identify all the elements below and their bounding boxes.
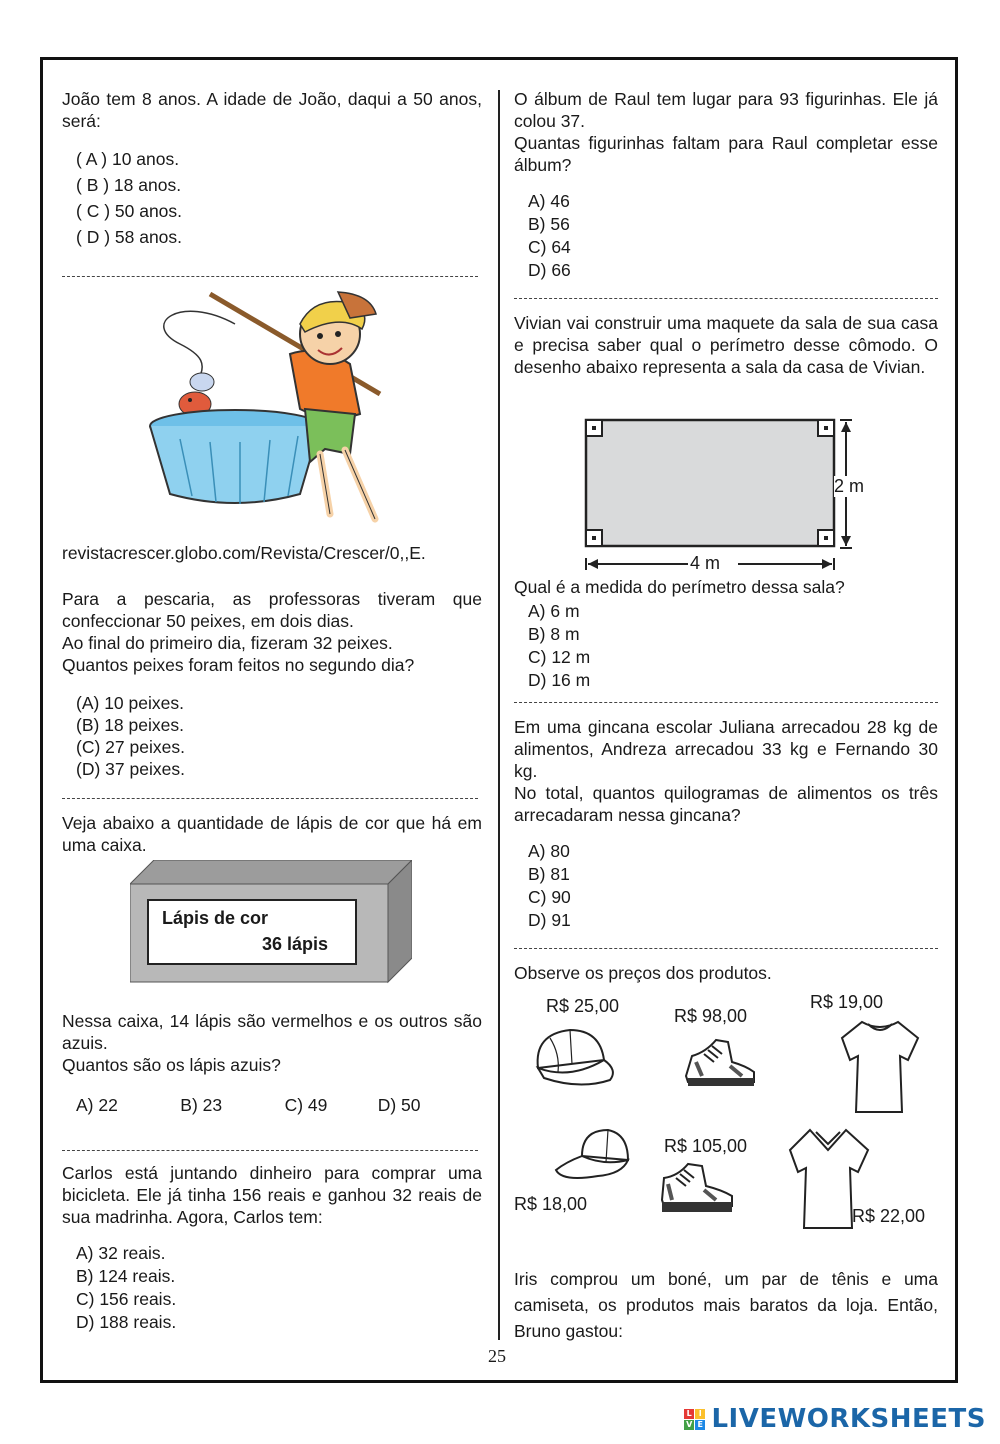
- separator: [62, 276, 478, 277]
- question-album: [514, 88, 938, 282]
- question-text: No total, quantos quilogramas de alimentos os três arrecadaram nessa gincana?: [514, 783, 938, 825]
- question-text: Para a pescaria, as professoras tiveram que confeccionar 50 peixes, em dois dias.: [62, 589, 482, 631]
- price-cap-1: R$ 25,00: [546, 996, 620, 1016]
- answer-options: [76, 1242, 482, 1334]
- answer-option[interactable]: ( A ) 10 anos.: [76, 149, 180, 169]
- question-products: [514, 962, 938, 984]
- separator: [62, 1150, 478, 1151]
- question-text: João tem 8 anos. A idade de João, daqui a 50 anos, será:: [62, 89, 482, 131]
- tshirt-icon: [840, 1016, 920, 1116]
- answer-option[interactable]: (B) 18 peixes.: [76, 715, 184, 735]
- separator: [514, 948, 938, 949]
- answer-option[interactable]: ( C ) 50 anos.: [76, 201, 183, 221]
- answer-options: [528, 600, 938, 692]
- answer-option[interactable]: C) 64: [528, 237, 571, 257]
- boy-fishing-illustration: [140, 284, 400, 538]
- separator: [514, 702, 938, 703]
- answer-option[interactable]: A) 32 reais.: [76, 1243, 166, 1263]
- question-text: Quantos são os lápis azuis?: [62, 1055, 281, 1075]
- question-text: Quantas figurinhas faltam para Raul completar esse álbum?: [514, 133, 938, 175]
- question-text: Nessa caixa, 14 lápis são vermelhos e os outros são azuis.: [62, 1011, 482, 1053]
- answer-option[interactable]: D) 66: [528, 260, 571, 280]
- answer-options: [528, 840, 938, 932]
- answer-option[interactable]: C) 12 m: [528, 647, 591, 667]
- question-vivian: [514, 312, 938, 378]
- column-divider: [498, 90, 500, 1340]
- cap-icon: [530, 1024, 620, 1090]
- brand-logo-icon: L I V E: [684, 1409, 705, 1430]
- answer-option[interactable]: (A) 10 peixes.: [76, 693, 184, 713]
- box-count: 36 lápis: [262, 934, 329, 954]
- answer-option[interactable]: (D) 37 peixes.: [76, 759, 185, 779]
- question-gincana: [514, 716, 938, 932]
- answer-options: [76, 146, 482, 250]
- sneakers-icon-2: [658, 1160, 738, 1218]
- answer-options: [76, 692, 482, 780]
- price-shirt-1: R$ 19,00: [810, 992, 884, 1012]
- question-text: Vivian vai construir uma maquete da sala de sua casa e precisa saber qual o perímetro desse cômodo. O desenho abaixo representa a sala da casa de Vivian.: [514, 313, 938, 377]
- answer-option[interactable]: A) 6 m: [528, 601, 580, 621]
- question-text: Iris comprou um boné, um par de tênis e uma camiseta, os produtos mais baratos da loja. Então, Bruno gastou:: [514, 1269, 938, 1341]
- liveworksheets-logo[interactable]: [684, 1404, 986, 1434]
- answer-option[interactable]: D) 50: [377, 1095, 421, 1115]
- cap-icon-2: [552, 1126, 632, 1188]
- brand-name: LIVEWORKSHEETS: [711, 1404, 986, 1434]
- question-vivian-ask: [514, 576, 938, 692]
- vneck-shirt-icon: [788, 1124, 870, 1232]
- separator: [62, 798, 478, 799]
- sneakers-icon: [682, 1032, 762, 1090]
- height-label: 2 m: [834, 476, 865, 496]
- answer-option[interactable]: B) 8 m: [528, 624, 580, 644]
- price-shoes-2: R$ 105,00: [664, 1136, 748, 1156]
- question-text: Observe os preços dos produtos.: [514, 963, 772, 983]
- answer-option[interactable]: A) 46: [528, 191, 570, 211]
- image-caption: revistacrescer.globo.com/Revista/Crescer/0,,E.: [62, 543, 426, 563]
- box-title: Lápis de cor: [162, 908, 269, 928]
- question-products-ask: [514, 1266, 938, 1344]
- question-text: O álbum de Raul tem lugar para 93 figurinhas. Ele já colou 37.: [514, 89, 938, 131]
- question-text: Qual é a medida do perímetro dessa sala?: [514, 577, 845, 597]
- answer-option[interactable]: (C) 27 peixes.: [76, 737, 185, 757]
- answer-option[interactable]: C) 49: [284, 1095, 328, 1115]
- question-fishing: [62, 542, 482, 780]
- answer-option[interactable]: A) 22: [76, 1095, 118, 1115]
- price-shoes-1: R$ 98,00: [674, 1006, 748, 1026]
- answer-option[interactable]: ( B ) 18 anos.: [76, 175, 182, 195]
- width-label: 4 m: [690, 553, 721, 573]
- answer-option[interactable]: ( D ) 58 anos.: [76, 227, 183, 247]
- answer-option[interactable]: C) 90: [528, 887, 571, 907]
- answer-option[interactable]: B) 23: [180, 1095, 223, 1115]
- answer-option[interactable]: D) 16 m: [528, 670, 591, 690]
- answer-option[interactable]: B) 56: [528, 214, 570, 234]
- answer-option[interactable]: B) 81: [528, 864, 570, 884]
- question-pencils: [62, 812, 482, 856]
- answer-options: [528, 190, 938, 282]
- page-number: 25: [488, 1346, 506, 1366]
- answer-options: [76, 1094, 482, 1116]
- question-joao: [62, 88, 482, 250]
- question-text: Veja abaixo a quantidade de lápis de cor que há em uma caixa.: [62, 813, 482, 855]
- answer-option[interactable]: C) 156 reais.: [76, 1289, 177, 1309]
- answer-option[interactable]: D) 91: [528, 910, 571, 930]
- price-shirt-2: R$ 22,00: [852, 1206, 926, 1226]
- answer-option[interactable]: D) 188 reais.: [76, 1312, 177, 1332]
- question-carlos: [62, 1162, 482, 1334]
- answer-option[interactable]: B) 124 reais.: [76, 1266, 176, 1286]
- question-text: Ao final do primeiro dia, fizeram 32 peixes.: [62, 633, 393, 653]
- price-cap-2: R$ 18,00: [514, 1194, 588, 1214]
- separator: [514, 298, 938, 299]
- question-text: Em uma gincana escolar Juliana arrecadou 28 kg de alimentos, Andreza arrecadou 33 kg e Fernando 30 kg.: [514, 717, 938, 781]
- answer-option[interactable]: A) 80: [528, 841, 570, 861]
- question-pencils-body: [62, 1010, 482, 1116]
- question-text: Quantos peixes foram feitos no segundo dia?: [62, 655, 415, 675]
- question-text: Carlos está juntando dinheiro para comprar uma bicicleta. Ele já tinha 156 reais e ganhou 32 reais de sua madrinha. Agora, Carlos tem:: [62, 1163, 482, 1227]
